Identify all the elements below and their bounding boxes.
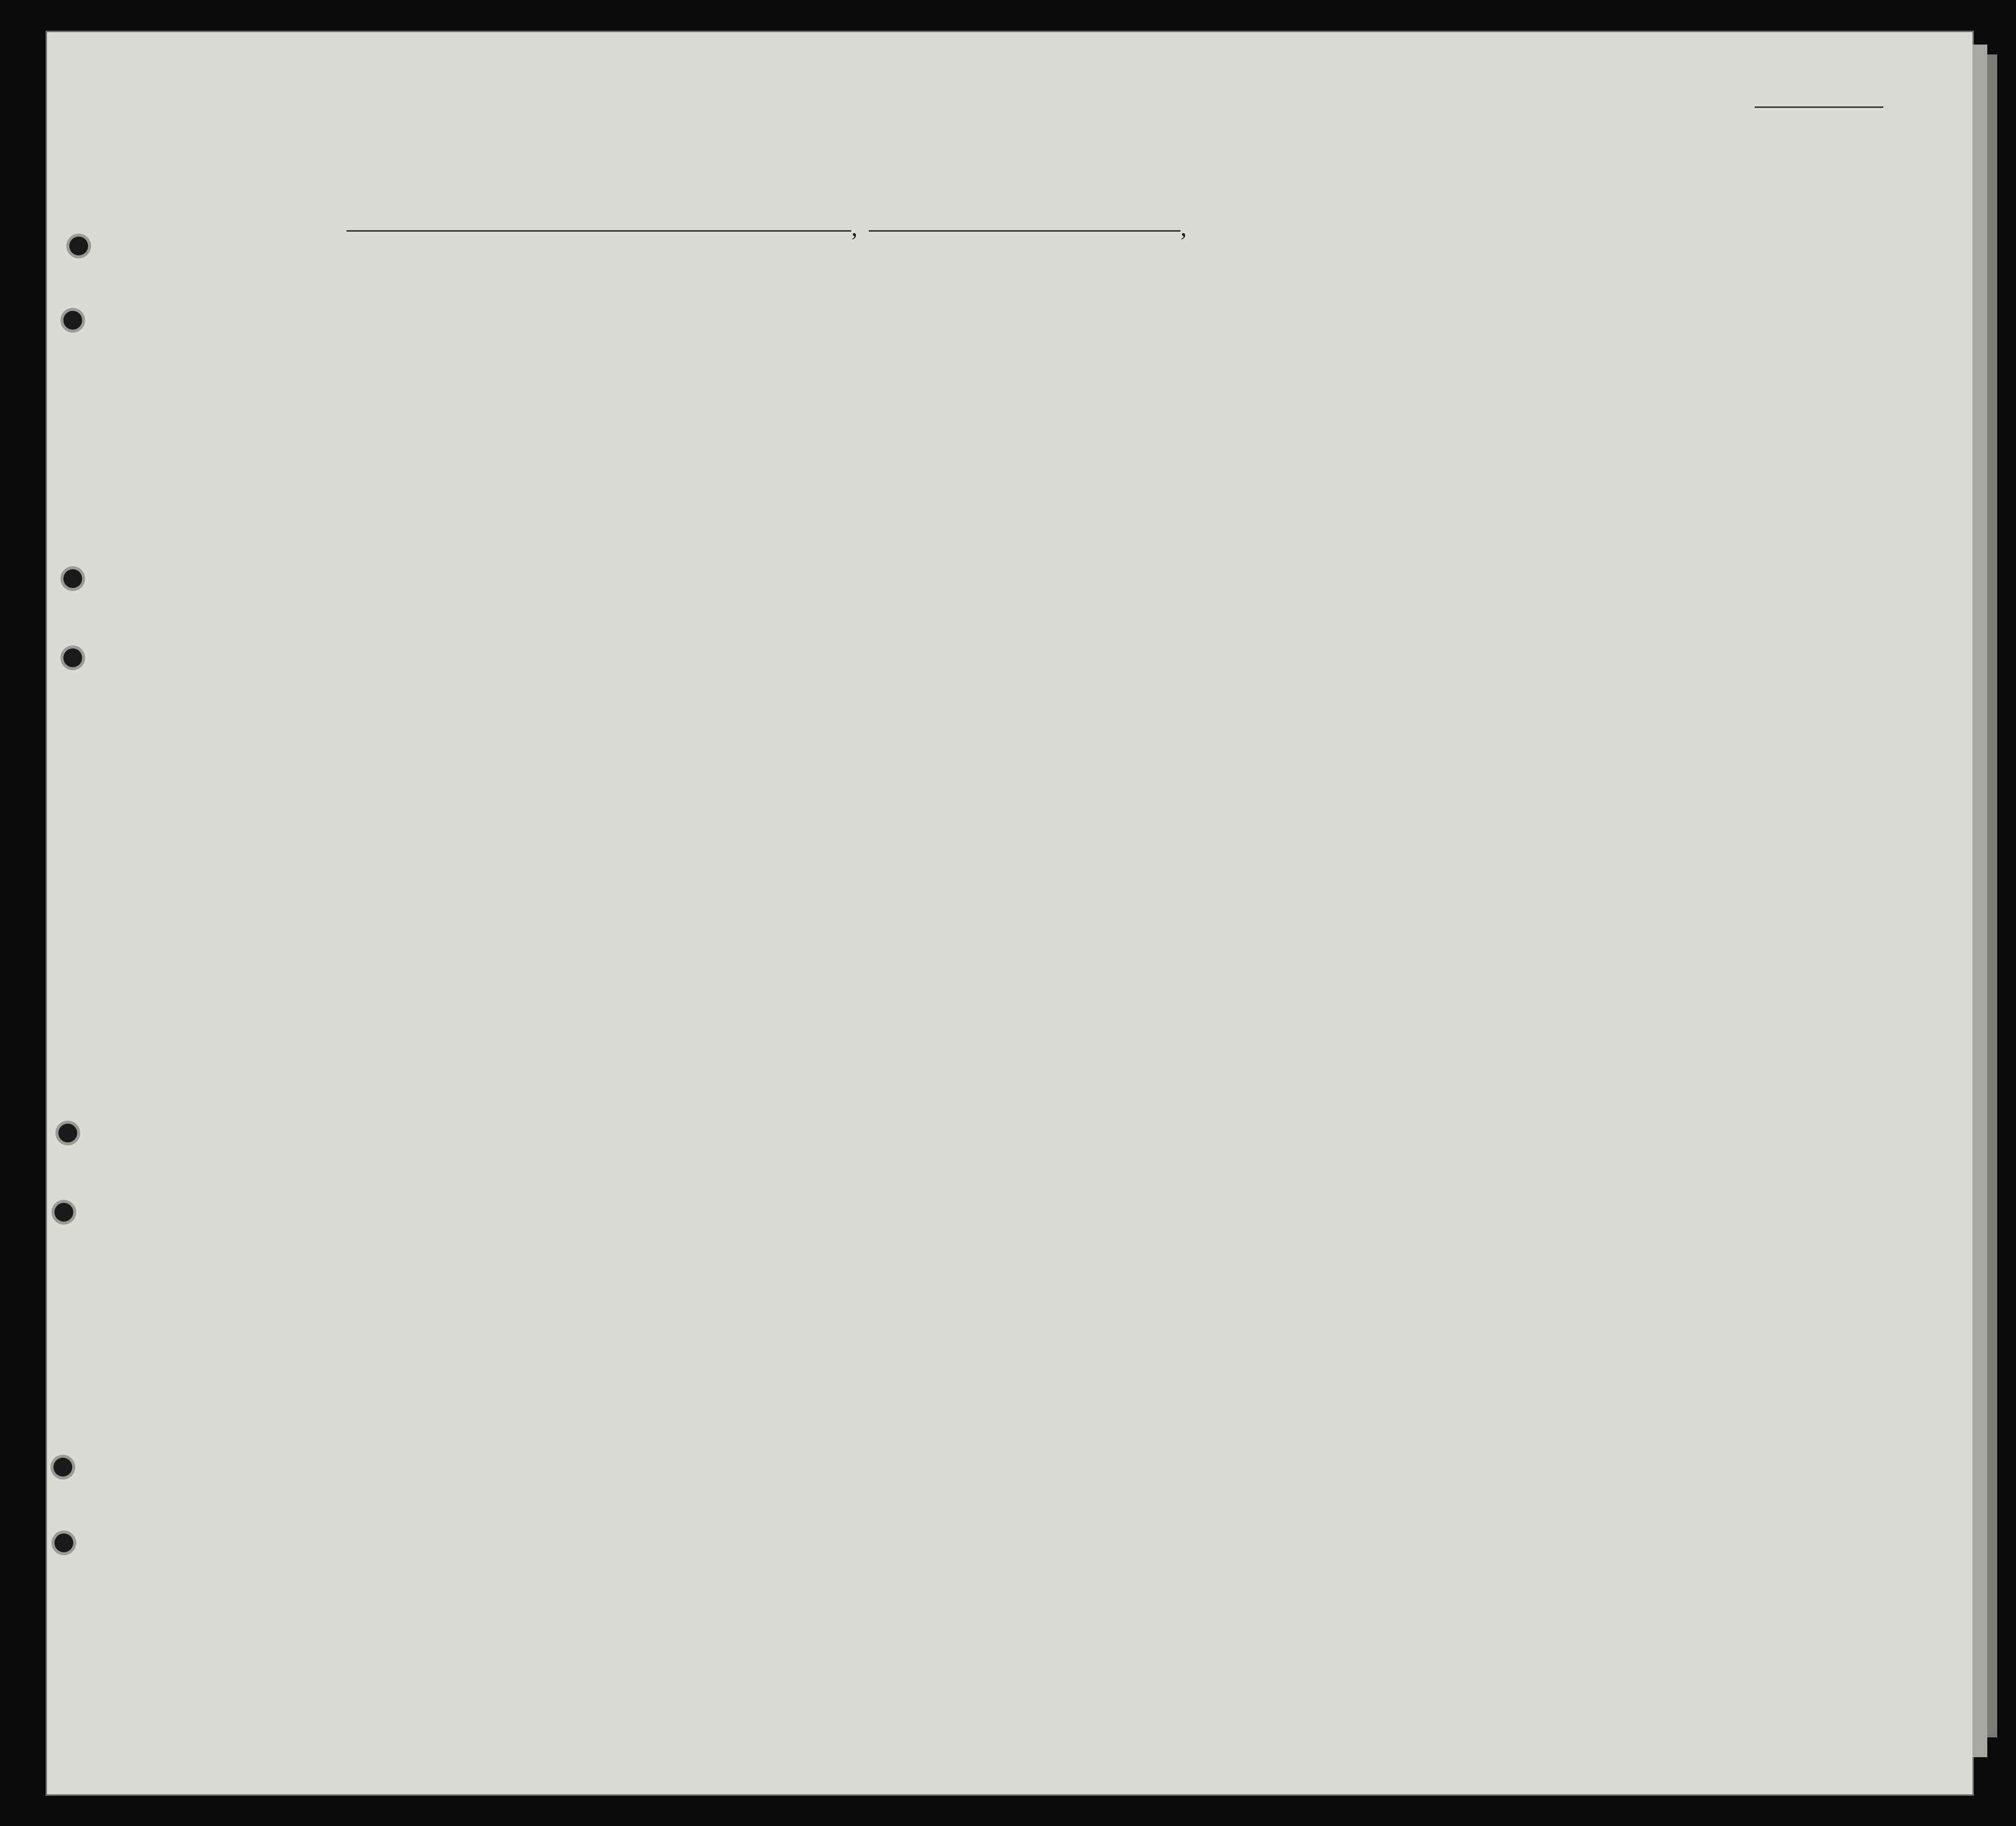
col-header-health [1502, 326, 1557, 405]
col-header-passage-note [614, 346, 693, 408]
comma: , [1180, 213, 1187, 241]
col-header-yes-no [734, 366, 756, 401]
col-header-join-relative [874, 332, 1116, 391]
col-header-return [1126, 307, 1161, 416]
col-header-inches [1643, 381, 1658, 416]
col-header-ticket [577, 290, 606, 416]
col-header-complexion [1668, 349, 1703, 384]
col-header-overthrow [1359, 297, 1403, 416]
col-header-relative-address [163, 329, 403, 384]
col-header-prison [1277, 297, 1307, 416]
col-header-before-us [730, 292, 869, 337]
col-header-year [765, 380, 814, 410]
col-header-no-on-list [87, 327, 151, 376]
col-header-deported [1455, 297, 1480, 416]
col-header-polygamist [1314, 297, 1329, 416]
comma: , [851, 213, 858, 241]
col-header-labor-offer [1406, 297, 1445, 416]
col-header-citizen [1242, 307, 1267, 416]
col-header-length-stay [1171, 307, 1200, 416]
col-header-feet [1618, 381, 1632, 413]
col-header-anarchist [1336, 297, 1351, 416]
col-header-money [698, 290, 723, 416]
